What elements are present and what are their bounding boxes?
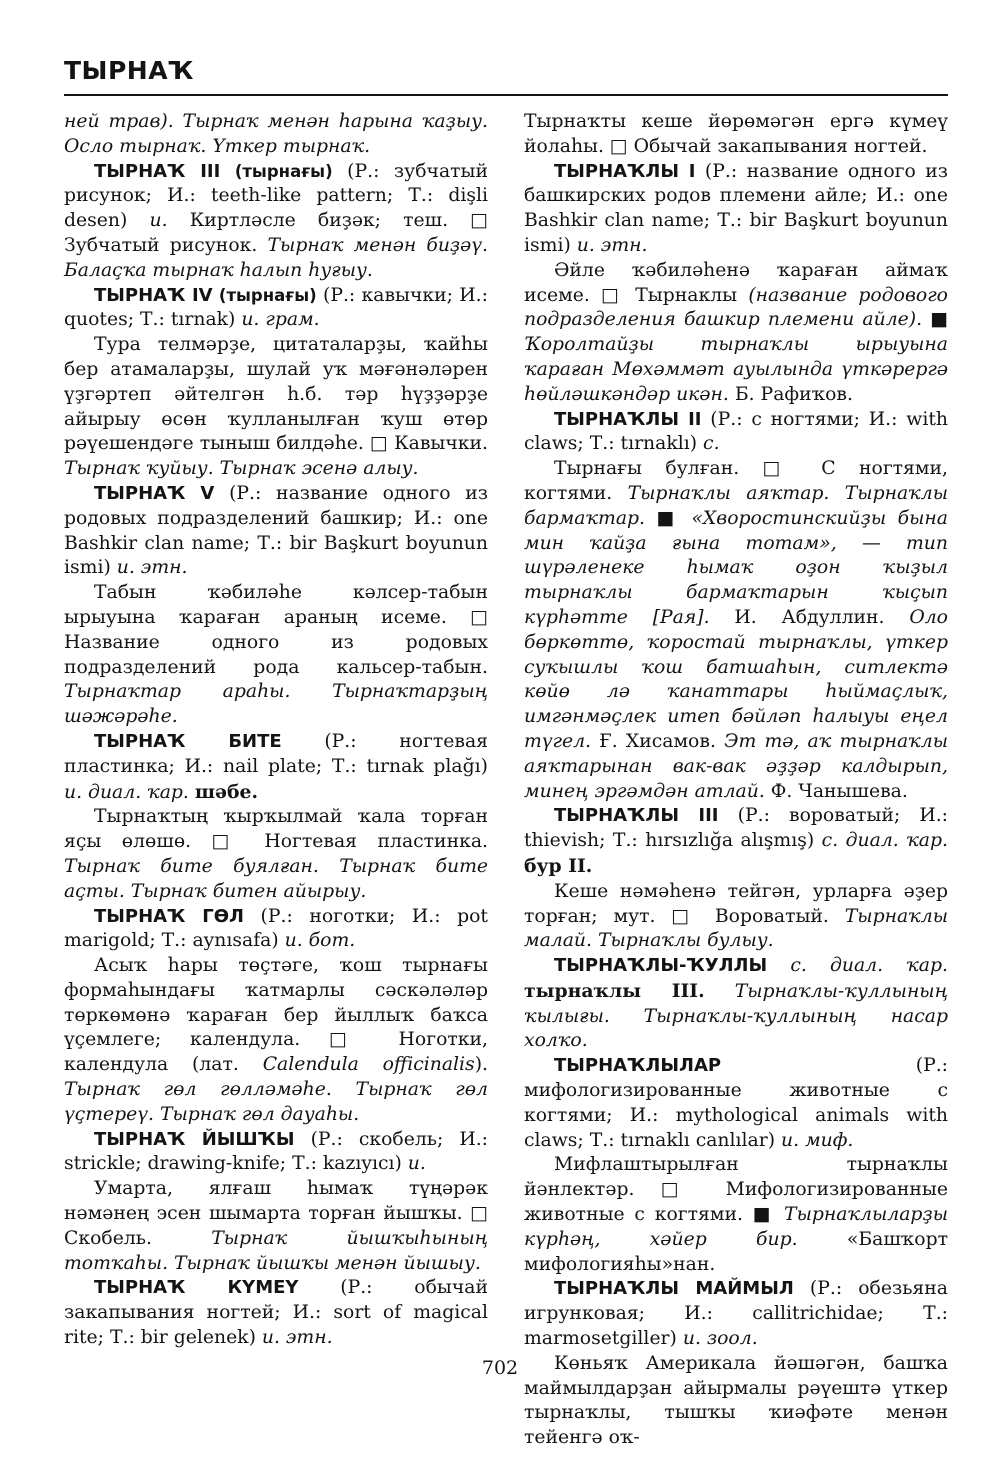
- quotation-author: «Башҡорт мифологияһы»нан.: [524, 1228, 948, 1275]
- headword: ТЫРНАҠ ГӨЛ: [94, 905, 244, 927]
- definition-paragraph: [64, 333, 488, 482]
- quotation-author: Б. Рафиҡов.: [728, 383, 853, 405]
- right-column: [524, 110, 948, 1451]
- example-text: ней трав). Тырнаҡ менән һарына ҡаҙыу. Осло тырнаҡ. Үткер тырнаҡ.: [64, 111, 488, 157]
- quotation: Эт тә, аҡ тырнаҡлы аяҡтарынан вак-вак әҙҙәр калдырып, минең эргәмдән атлай.: [524, 730, 948, 802]
- dictionary-entry: [524, 1277, 948, 1351]
- quotation: Тырнаҡлыларҙы күрһәң, хәйер бир.: [524, 1204, 948, 1250]
- latin-name: Calendula officinalis: [262, 1054, 475, 1076]
- grammar-label: и.: [149, 210, 168, 232]
- headword: ТЫРНАҠ КҮМЕҮ: [94, 1277, 299, 1299]
- translations: (Р.: кавычки; И.: quotes; Т.: tırnak): [64, 284, 488, 331]
- definition-paragraph: [64, 1177, 488, 1276]
- translations: (Р.: с ногтями; И.: with claws; Т.: tırnaklı): [524, 408, 949, 455]
- headword: ТЫРНАҠ V: [94, 482, 215, 504]
- definition: Умарта, ялғаш һымаҡ түңәрәк нәмәнең эсен шымарта торған йышҡы. □ Скобель.: [64, 1178, 488, 1249]
- definition-paragraph: [524, 1153, 948, 1277]
- definition: Тырнаҡтың ҡырҡылмай ҡала торған яҫы өлөшө. □ Ногтевая пластинка.: [64, 806, 488, 853]
- running-header: ТЫРНАҠ: [64, 56, 194, 85]
- headword: ТЫРНАҠ БИТЕ: [94, 730, 282, 752]
- definition-paragraph: [64, 805, 488, 904]
- header-rule: [64, 94, 948, 96]
- definition: Тырнаҡты кеше йөрөмәгән ергә күмеү йолаһы. □ Обычай закапывания ногтей.: [524, 111, 948, 157]
- grammar-label: и. грам.: [241, 309, 320, 331]
- grammar-label: и. бот.: [284, 930, 356, 952]
- dictionary-entry: [524, 160, 948, 259]
- definition: Кеше нәмәһенә тейгән, урларға әҙер торған; мут. □ Вороватый.: [524, 880, 948, 927]
- translations: (Р.: скобель; И.: strickle; drawing-knife; Т.: kazıyıcı): [64, 1128, 489, 1175]
- cross-reference: бур II.: [524, 854, 593, 877]
- definition-paragraph: [64, 954, 488, 1128]
- headword: ТЫРНАҠЛЫ III: [554, 805, 719, 827]
- example-text: Тырнаҡ гөл гөлләмәһе. Тырнаҡ гөл үҫтереү. Тырнаҡ гөл дауаһы.: [64, 1079, 488, 1125]
- gloss: (название родового подразделения башкир племени айле).: [524, 284, 948, 331]
- definition: Көньяҡ Америкала йәшәгән, башҡа маймылдарҙан айырмалы рәүештә үткер тырнаҡлы, тышҡы ҡиәфәте менән тейенгә оҡ-: [524, 1352, 948, 1449]
- example-marker: ■: [922, 309, 949, 331]
- definition-paragraph: [64, 581, 488, 730]
- example-text: Тырнаҡтар араһы. Тырнаҡтарҙың шәжәрәһе.: [64, 681, 488, 728]
- grammar-label: и. зоол.: [682, 1328, 758, 1350]
- grammar-label: с. диал. ҡар.: [821, 830, 948, 852]
- translations: (Р.: вороватый; И.: thievish; Т.: hırsızlığa alışmış): [524, 805, 948, 852]
- quotation-author: И. Абдуллин.: [709, 606, 910, 628]
- dictionary-entry: [64, 160, 488, 284]
- quotation-author: Ф. Чанышева.: [764, 780, 908, 802]
- definition: Киртләсле биҙәк; теш. □ Зубчатый рисунок.: [64, 210, 488, 256]
- definition: Тырнағы булған. □ С ногтями, когтями.: [524, 458, 948, 504]
- quotation: Оло бөркөттө, ҡоростай тырнаҡлы, үткер суҡышлы ҡош батшаһын, ситлектә көйө лә ҡанаттары һыймаҫлыҡ, имгәнмәҫлек итеп бәйләп һалыуы еңел түгел.: [524, 606, 948, 752]
- translations: (Р.: название одного из родовых подразделений башкир; И.: one Bashkir clan name; Т.: bir Başkurt boyunun ismi): [64, 482, 488, 579]
- dictionary-entry: [524, 954, 948, 1054]
- continuation-paragraph: [64, 110, 488, 160]
- example-text: Тырнаҡлы-ҡуллының ҡылығы. Тырнаҡлы-ҡуллының насар холҡо.: [524, 980, 948, 1052]
- translations: (Р.: название одного из башкирских родов племени айле; И.: one Bashkir clan name; Т.: bir Başkurt boyunun ismi): [524, 160, 948, 256]
- dictionary-entry: [64, 1276, 488, 1350]
- quotation-author: Ғ. Хисамов.: [591, 730, 725, 752]
- translations: (Р.: обезьяна игрунковая; И.: callitrichidae; Т.: marmosetgiller): [524, 1278, 948, 1350]
- dictionary-entry: [64, 284, 488, 334]
- example-marker: ■: [645, 507, 692, 529]
- definition-paragraph: [524, 259, 948, 408]
- cross-reference: тырнаҡлы III.: [524, 979, 705, 1002]
- dictionary-entry: [524, 408, 948, 458]
- page-number: 702: [481, 1357, 519, 1379]
- headword-form: (тырнағы): [218, 285, 317, 305]
- translations: (Р.: зубчатый рисунок; И.: teeth-like pattern; Т.: dişli desen): [64, 160, 488, 232]
- dictionary-entry: [64, 730, 488, 805]
- grammar-label: с.: [703, 433, 720, 455]
- example-text: Тырнаҡлы малай. Тырнаҡлы булыу.: [524, 905, 948, 952]
- translations: (Р.: обычай закапывания ногтей; И.: sort of magical rite; Т.: bir gelenek): [64, 1277, 488, 1349]
- dictionary-entry: [64, 905, 488, 955]
- headword: ТЫРНАҠЛЫ МАЙМЫЛ: [554, 1278, 794, 1300]
- definition-paragraph: [524, 880, 948, 954]
- example-text: Тырнаҡ менән биҙәү. Балаҫҡа тырнаҡ һалып һуғыу.: [64, 234, 488, 281]
- translations: (Р.: мифологизированные животные с когтями; И.: mythological animals with claws; Т.: tırnaklı canlılar): [524, 1055, 948, 1151]
- grammar-label: и. этн.: [261, 1327, 333, 1349]
- example-text: Тырнаҡ йышҡыһының тотҡаһы. Тырнаҡ йышҡы менән йышыу.: [64, 1227, 488, 1274]
- headword: ТЫРНАҠ ЙЫШҠЫ: [94, 1128, 295, 1150]
- grammar-label: и. этн.: [116, 557, 188, 579]
- grammar-label: и. миф.: [781, 1129, 854, 1151]
- definition-paragraph: [524, 457, 948, 804]
- continuation-paragraph: [524, 110, 948, 160]
- headword: ТЫРНАҠ IV: [94, 284, 213, 306]
- grammar-label: и.: [407, 1153, 426, 1175]
- definition: ).: [474, 1054, 489, 1076]
- quotation: «Хворостинскийҙы бына мин ҡайҙа ғына тотам», — тип шүрәленеке һымаҡ оҙон ҡыҙыл тырнаҡлы бармаҡтарын ҡыҫып күрһәтте [Рая].: [524, 507, 948, 628]
- translations: (Р.: ноготки; И.: pot marigold; Т.: aynısafa): [64, 905, 488, 952]
- headword: ТЫРНАҠЛЫ II: [554, 408, 702, 430]
- spacer: [767, 955, 790, 976]
- quotation: Ҡоролтайҙы тырнаҡлы ырыуына ҡараған Мөхәммәт ауылында үткәрергә һөйләшкәндәр икән.: [524, 334, 948, 405]
- left-column: [64, 110, 488, 1351]
- headword: ТЫРНАҠЛЫ I: [554, 160, 696, 182]
- dictionary-entry: [524, 804, 948, 879]
- headword-form: (тырнағы): [234, 161, 333, 181]
- translations: (Р.: ногтевая пластинка; И.: nail plate; Т.: tırnak plağı): [64, 730, 489, 777]
- headword: ТЫРНАҠ III: [94, 160, 221, 182]
- grammar-label: и. этн.: [576, 234, 648, 256]
- cross-reference: шәбе.: [194, 780, 259, 803]
- dictionary-entry: [64, 482, 488, 581]
- example-text: Тырнаҡ бите буялған. Тырнаҡ бите аҫты. Тырнаҡ битен айырыу.: [64, 855, 488, 902]
- definition: Әйле ҡәбиләһенә ҡараған аймаҡ исеме. □ Тырнаклы: [524, 259, 948, 306]
- definition: Мифлаштырылған тырнаҡлы йәнлектәр. □ Мифологизированные животные с когтями. ■: [524, 1154, 948, 1226]
- grammar-label: с. диал. ҡар.: [790, 955, 948, 977]
- example-text: Тырнаҡ ҡуйыу. Тырнаҡ эсенә алыу.: [64, 458, 419, 480]
- definition: Асыҡ һары төҫтәге, ҡош тырнағы формаһындағы ҡатмарлы сәскәләләр төркөмөнә ҡараған бер йыллыҡ баҡса үҫемлеге; календула. □ Ноготки, календула (лат.: [64, 955, 488, 1076]
- spacer: [705, 981, 735, 1002]
- example-text: Тырнаҡлы аяҡтар. Тырнаҡлы бармаҡтар.: [524, 482, 948, 529]
- definition: Табын ҡәбиләһе кәлсер-табын ырыуына ҡараған араның исеме. □ Название одного из родовых подразделений рода кальсер-табын.: [64, 582, 488, 678]
- grammar-label: и. диал. ҡар.: [64, 781, 189, 803]
- headword: ТЫРНАҠЛЫЛАР: [554, 1055, 722, 1077]
- dictionary-entry: [64, 1128, 488, 1178]
- definition: Тура телмәрҙе, цитаталарҙы, ҡайһы бер атамаларҙы, шулай уҡ мәғәнәләрен үҙгәртеп әйтелгән һ.б. тәр һүҙҙәрҙе айырыу өсөн ҡулланылған ҡуш өтөр рәүешендәге тыныш билдәһе. □ Кавычки.: [64, 334, 488, 455]
- dictionary-entry: [524, 1054, 948, 1153]
- headword: ТЫРНАҠЛЫ-ҠУЛЛЫ: [554, 955, 768, 977]
